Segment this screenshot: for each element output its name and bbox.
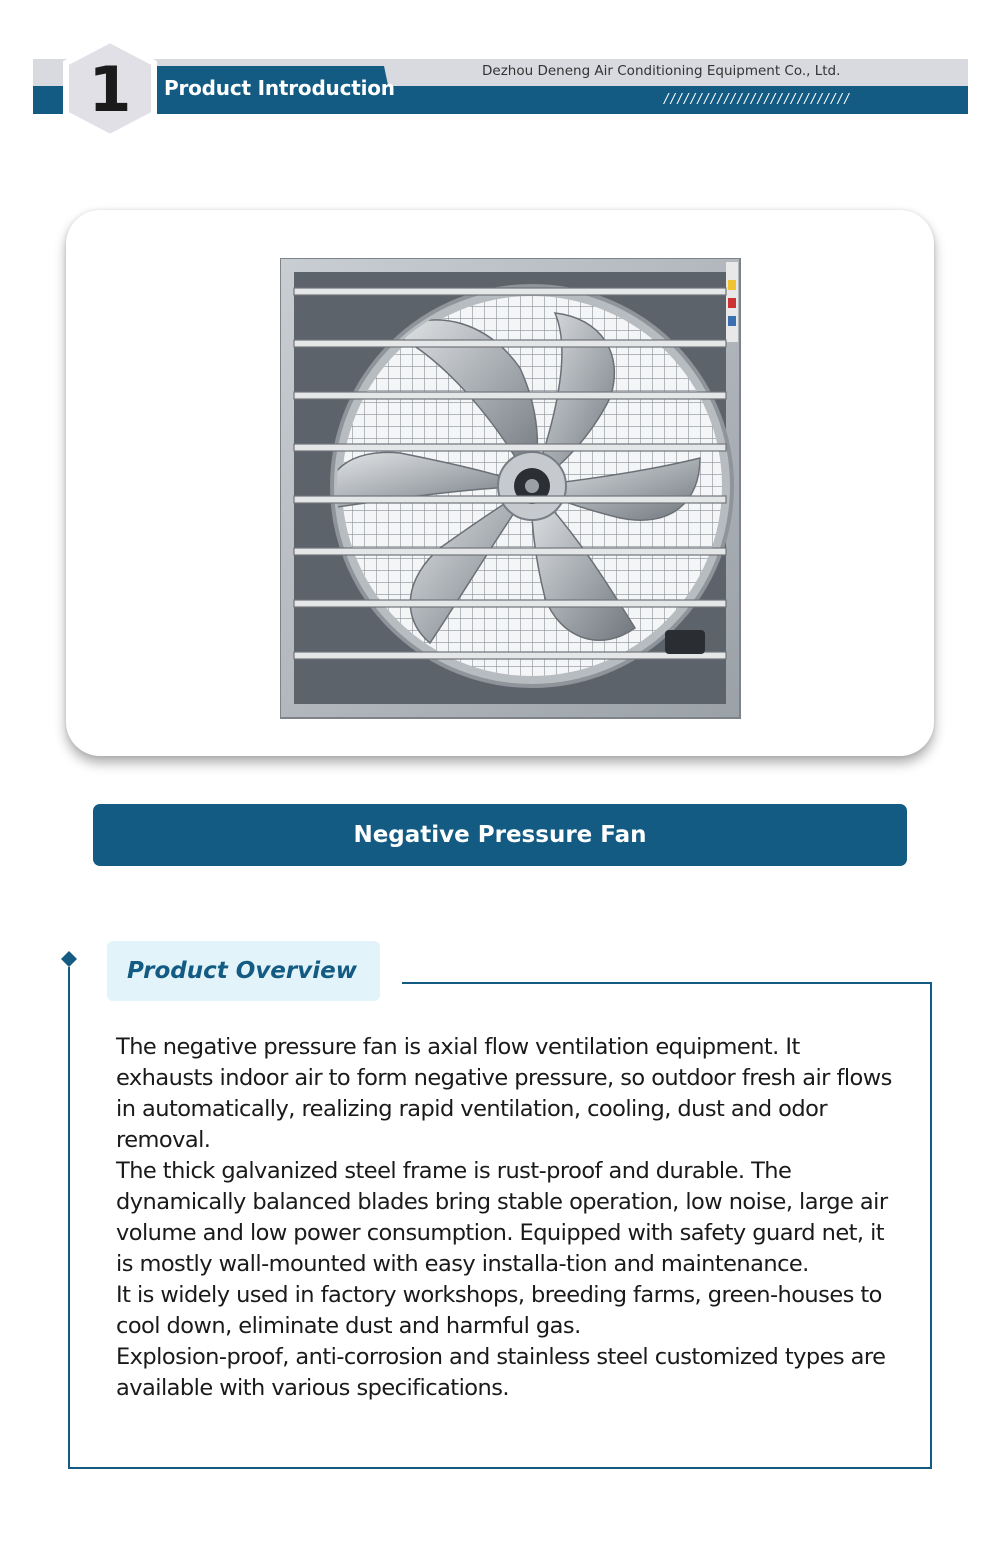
diamond-icon (61, 951, 77, 967)
overview-heading: Product Overview (127, 958, 357, 984)
product-name: Negative Pressure Fan (353, 822, 647, 848)
company-name: Dezhou Deneng Air Conditioning Equipment Co., Ltd. (482, 63, 841, 79)
section-header (0, 0, 1000, 150)
overview-paragraph: Explosion-proof, anti-corrosion and stainless steel customized types are available with various specifications. (116, 1344, 886, 1401)
exhaust-fan-icon (280, 258, 810, 720)
decorative-slashes: //////////////////////////// (664, 92, 852, 107)
overview-text (116, 1032, 896, 1404)
section-number: 1 (88, 52, 132, 126)
overview-paragraph: The thick galvanized steel frame is rust-proof and durable. The dynamically balanced blades bring stable operation, low noise, large air volume and low power consumption. Equipped with safety guard net, it is mostly wall-mounted with easy installa-tion and maintenance. (116, 1158, 888, 1277)
overview-heading-tab (107, 941, 380, 1001)
section-title: Product Introduction (164, 76, 395, 100)
product-image-card (66, 210, 934, 756)
overview-paragraph: The negative pressure fan is axial flow ventilation equipment. It exhausts indoor air to form negative pressure, so outdoor fresh air flows in automatically, realizing rapid ventilation, cooling, dust and odor removal. (116, 1034, 892, 1153)
product-name-bar (93, 804, 907, 866)
overview-paragraph: It is widely used in factory workshops, breeding farms, green-houses to cool down, eliminate dust and harmful gas. (116, 1282, 882, 1339)
